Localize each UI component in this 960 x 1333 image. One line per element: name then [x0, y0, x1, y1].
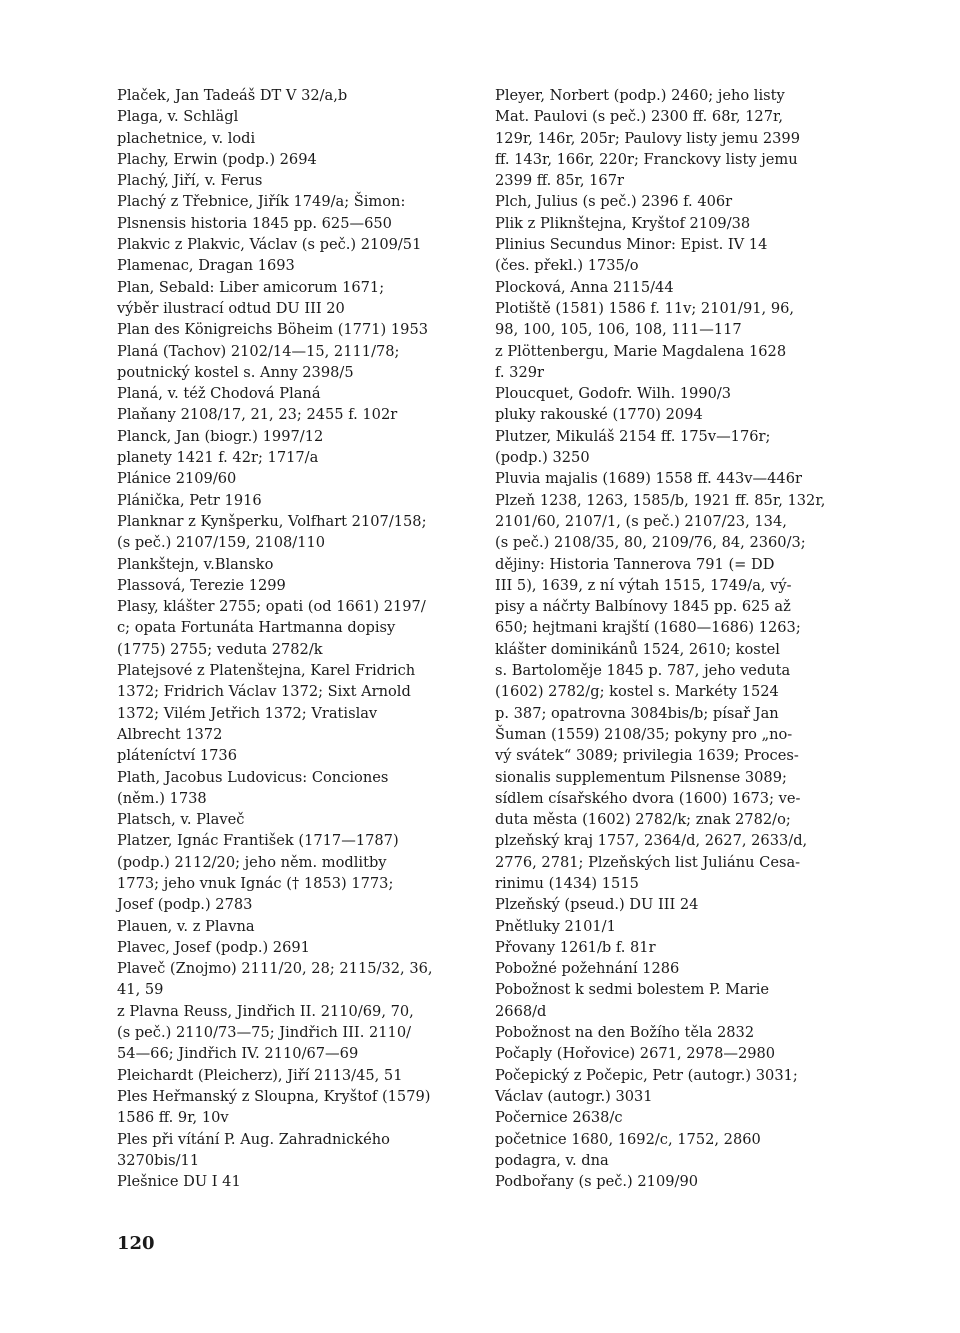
index-entry-line: Planknar z Kynšperku, Volfhart 2107/158; — [117, 512, 427, 530]
index-entry-line: klášter dominikánů 1524, 2610; kostel — [495, 640, 780, 658]
index-entry-line: sionalis supplementum Pilsnense 3089; — [495, 768, 787, 786]
index-entry-line: Počepický z Počepic, Petr (autogr.) 3031; — [495, 1066, 798, 1084]
index-entry-line: Plzeň 1238, 1263, 1585/b, 1921 ff. 85r, 132r, — [495, 491, 826, 509]
index-entry — [117, 128, 473, 149]
index-entry — [117, 404, 473, 425]
index-entry-line: pláteníctví 1736 — [117, 747, 238, 765]
index-entry-line: Václav (autogr.) 3031 — [495, 1087, 653, 1105]
index-entry-line: III 5), 1639, z ní výtah 1515, 1749/a, vý- — [495, 576, 792, 594]
index-entry-line: 98, 100, 105, 106, 108, 111—117 — [495, 321, 742, 339]
index-entry — [117, 937, 473, 958]
index-entry — [117, 1001, 473, 1065]
index-entry — [117, 1171, 473, 1192]
index-entry-line: Plotiště (1581) 1586 f. 11v; 2101/91, 96, — [495, 299, 795, 317]
index-entry-line: Plinius Secundus Minor: Epist. IV 14 — [495, 236, 768, 254]
index-entry-line: Pobožné požehnání 1286 — [495, 960, 680, 978]
index-entry-line: p. 387; opatrovna 3084bis/b; písař Jan — [495, 704, 779, 722]
index-entry — [495, 298, 845, 341]
index-entry — [117, 745, 473, 766]
index-entry-line: Platejsové z Platenštejna, Karel Fridrich — [117, 662, 416, 680]
index-entry — [117, 149, 473, 170]
index-entry — [495, 404, 845, 425]
index-entry-line: (s peč.) 2108/35, 80, 2109/76, 84, 2360/3; — [495, 534, 806, 552]
index-entry — [117, 191, 473, 234]
index-entry-line: Plassová, Terezie 1299 — [117, 576, 286, 594]
index-entry — [117, 319, 473, 340]
index-entry-line: 3270bis/11 — [117, 1151, 200, 1169]
index-entry-line: 2668/d — [495, 1002, 547, 1020]
index-entry — [117, 277, 473, 320]
index-entry — [495, 958, 845, 979]
index-entry — [117, 767, 473, 810]
index-entry-line: (s peč.) 2110/73—75; Jindřich III. 2110/ — [117, 1024, 412, 1042]
index-entry — [495, 191, 845, 212]
index-entry — [495, 341, 845, 384]
index-entry — [117, 170, 473, 191]
index-entry-line: Plakvic z Plakvic, Václav (s peč.) 2109/51 — [117, 236, 422, 254]
index-entry — [117, 383, 473, 404]
index-entry — [117, 511, 473, 554]
index-entry — [495, 1171, 845, 1192]
index-entry-line: pisy a náčrty Balbínovy 1845 pp. 625 až — [495, 598, 791, 616]
index-entry — [117, 660, 473, 745]
index-entry-line: 650; hejtmani krajští (1680—1686) 1263; — [495, 619, 801, 637]
index-entry-line: Plaga, v. Schlägl — [117, 108, 239, 126]
index-entry — [495, 213, 845, 234]
index-entry-line: planety 1421 f. 42r; 1717/a — [117, 449, 319, 467]
index-entry — [495, 1150, 845, 1171]
index-entry — [495, 1043, 845, 1064]
index-entry-line: Přovany 1261/b f. 81r — [495, 938, 656, 956]
index-entry-line: Plauen, v. z Plavna — [117, 917, 255, 935]
index-entry-line: podagra, v. dna — [495, 1151, 609, 1169]
page-number: 120 — [117, 1233, 155, 1254]
index-entry-line: 1586 ff. 9r, 10v — [117, 1109, 229, 1127]
index-entry-line: Plachý, Jiří, v. Ferus — [117, 172, 263, 190]
index-entry-line: Podbořany (s peč.) 2109/90 — [495, 1173, 699, 1191]
index-entry-line: Plasy, klášter 2755; opati (od 1661) 2197/ — [117, 598, 426, 616]
index-entry-line: sídlem císařského dvora (1600) 1673; ve- — [495, 789, 801, 807]
index-entry — [117, 426, 473, 447]
index-entry — [117, 575, 473, 596]
index-entry — [495, 937, 845, 958]
index-entry-line: vý svátek“ 3089; privilegia 1639; Proces- — [495, 747, 799, 765]
index-entry-line: (s peč.) 2107/159, 2108/110 — [117, 534, 326, 552]
index-entry-line: Plánička, Petr 1916 — [117, 491, 262, 509]
index-entry-line: poutnický kostel s. Anny 2398/5 — [117, 363, 354, 381]
index-entry-line: Ples při vítání P. Aug. Zahradnického — [117, 1130, 390, 1148]
index-entry-line: Plan des Königreichs Böheim (1771) 1953 — [117, 321, 429, 339]
index-entry-line: (podp.) 2112/20; jeho něm. modlitby — [117, 853, 387, 871]
index-entry-line: Ples Heřmanský z Sloupna, Kryštof (1579) — [117, 1087, 431, 1105]
index-entry — [117, 106, 473, 127]
index-entry-line: s. Bartoloměje 1845 p. 787, jeho veduta — [495, 662, 791, 680]
index-entry-line: (1775) 2755; veduta 2782/k — [117, 640, 323, 658]
index-entry-line: Plik z Pliknštejna, Kryštof 2109/38 — [495, 214, 751, 232]
index-entry — [117, 916, 473, 937]
index-entry-line: Platzer, Ignác František (1717—1787) — [117, 832, 399, 850]
index-entry — [117, 468, 473, 489]
index-entry-line: 1372; Fridrich Václav 1372; Sixt Arnold — [117, 683, 411, 701]
index-entry-line: Plamenac, Dragan 1693 — [117, 257, 295, 275]
index-entry-line: Plešnice DU I 41 — [117, 1173, 241, 1191]
index-entry — [117, 255, 473, 276]
index-entry-line: Planá, v. též Chodová Planá — [117, 385, 321, 403]
index-entry-line: Plan, Sebald: Liber amicorum 1671; — [117, 278, 385, 296]
index-entry-line: (1602) 2782/g; kostel s. Markéty 1524 — [495, 683, 779, 701]
index-entry — [117, 958, 473, 1001]
index-entry — [117, 1086, 473, 1129]
index-entry-line: (čes. překl.) 1735/o — [495, 257, 639, 275]
index-entry-line: 41, 59 — [117, 981, 164, 999]
index-entry-line: Pobožnost na den Božího těla 2832 — [495, 1024, 755, 1042]
index-entry-line: Plsnensis historia 1845 pp. 625—650 — [117, 214, 392, 232]
index-entry — [495, 916, 845, 937]
index-entry — [495, 1065, 845, 1108]
index-entry-line: z Plavna Reuss, Jindřich II. 2110/69, 70, — [117, 1002, 414, 1020]
index-entry-line: 1773; jeho vnuk Ignác († 1853) 1773; — [117, 874, 394, 892]
index-entry — [117, 830, 473, 915]
index-entry — [117, 1065, 473, 1086]
index-entry-line: Pleyer, Norbert (podp.) 2460; jeho listy — [495, 87, 785, 104]
index-entry-line: Plánice 2109/60 — [117, 470, 237, 488]
index-entry-line: Planck, Jan (biogr.) 1997/12 — [117, 427, 324, 445]
index-entry-line: Plutzer, Mikuláš 2154 ff. 175v—176r; — [495, 427, 771, 445]
index-entry-line: z Plöttenbergu, Marie Magdalena 1628 — [495, 342, 787, 360]
index-entry — [117, 234, 473, 255]
index-entry — [495, 1022, 845, 1043]
index-entry-line: Plachy, Erwin (podp.) 2694 — [117, 150, 317, 168]
index-entry — [117, 490, 473, 511]
index-entry-line: pluky rakouské (1770) 2094 — [495, 406, 703, 424]
index-entry-line: Planá (Tachov) 2102/14—15, 2111/78; — [117, 342, 400, 360]
index-entry-line: 2101/60, 2107/1, (s peč.) 2107/23, 134, — [495, 512, 787, 530]
index-entry-line: 54—66; Jindřich IV. 2110/67—69 — [117, 1045, 359, 1063]
index-entry-line: Plath, Jacobus Ludovicus: Conciones — [117, 768, 389, 786]
index-column-right — [495, 85, 845, 1192]
index-entry-line: Počaply (Hořovice) 2671, 2978—2980 — [495, 1045, 776, 1063]
index-entry-line: výběr ilustrací odtud DU III 20 — [117, 299, 345, 317]
index-entry-line: 129r, 146r, 205r; Paulovy listy jemu 2399 — [495, 129, 800, 147]
index-entry-line: duta města (1602) 2782/k; znak 2782/o; — [495, 811, 791, 829]
index-entry — [117, 85, 473, 106]
index-entry — [495, 85, 845, 191]
index-entry-line: Pleichardt (Pleicherz), Jiří 2113/45, 51 — [117, 1066, 403, 1084]
index-entry — [117, 341, 473, 384]
index-entry-line: Plaveč (Znojmo) 2111/20, 28; 2115/32, 36, — [117, 960, 433, 978]
index-entry — [495, 277, 845, 298]
index-entry-line: Šuman (1559) 2108/35; pokyny pro „no- — [495, 725, 793, 743]
index-entry-line: Plachý z Třebnice, Jiřík 1749/a; Šimon: — [117, 193, 406, 211]
index-entry-line: Josef (podp.) 2783 — [117, 896, 253, 914]
index-entry — [495, 979, 845, 1022]
index-column-left — [117, 85, 473, 1192]
index-entry-line: Plaček, Jan Tadeáš DT V 32/a,b — [117, 87, 348, 104]
index-entry-line: početnice 1680, 1692/c, 1752, 2860 — [495, 1130, 761, 1148]
index-entry — [495, 426, 845, 469]
index-entry-line: Pnětluky 2101/1 — [495, 917, 616, 935]
index-entry-line: plzeňský kraj 1757, 2364/d, 2627, 2633/d, — [495, 832, 808, 850]
index-entry-line: (něm.) 1738 — [117, 789, 207, 807]
index-entry-line: 2776, 2781; Plzeňských list Juliánu Cesa- — [495, 853, 801, 871]
index-entry — [495, 490, 845, 895]
index-entry-line: Plzeňský (pseud.) DU III 24 — [495, 896, 699, 914]
index-entry-line: (podp.) 3250 — [495, 449, 590, 467]
index-entry — [117, 447, 473, 468]
index-entry-line: 1372; Vilém Jetřich 1372; Vratislav — [117, 704, 378, 722]
index-entry — [495, 468, 845, 489]
index-entry-line: dějiny: Historia Tannerova 791 (= DD — [495, 555, 775, 573]
index-entry-line: Ploucquet, Godofr. Wilh. 1990/3 — [495, 385, 732, 403]
index-entry-line: 2399 ff. 85r, 167r — [495, 172, 624, 190]
index-entry — [495, 234, 845, 277]
index-entry — [117, 809, 473, 830]
index-entry-line: Plavec, Josef (podp.) 2691 — [117, 938, 310, 956]
index-entry-line: Albrecht 1372 — [117, 725, 223, 743]
index-entry-line: rinimu (1434) 1515 — [495, 874, 639, 892]
index-entry-line: Plaňany 2108/17, 21, 23; 2455 f. 102r — [117, 406, 398, 424]
index-entry — [495, 1129, 845, 1150]
index-entry — [117, 596, 473, 660]
index-entry — [117, 1129, 473, 1172]
index-entry-line: Pobožnost k sedmi bolestem P. Marie — [495, 981, 770, 999]
index-entry-line: plachetnice, v. lodi — [117, 129, 256, 147]
index-entry-line: Počernice 2638/c — [495, 1109, 623, 1127]
index-entry — [117, 554, 473, 575]
index-entry — [495, 894, 845, 915]
index-entry-line: Pluvia majalis (1689) 1558 ff. 443v—446r — [495, 470, 802, 488]
index-entry — [495, 1107, 845, 1128]
index-entry-line: Plankštejn, v.Blansko — [117, 555, 274, 573]
index-entry-line: c; opata Fortunáta Hartmanna dopisy — [117, 619, 396, 637]
index-entry-line: Mat. Paulovi (s peč.) 2300 ff. 68r, 127r, — [495, 108, 783, 126]
index-entry-line: Plocková, Anna 2115/44 — [495, 278, 674, 296]
index-entry-line: Plch, Julius (s peč.) 2396 f. 406r — [495, 193, 733, 211]
index-entry-line: ff. 143r, 166r, 220r; Franckovy listy jemu — [495, 150, 798, 168]
index-entry — [495, 383, 845, 404]
index-entry-line: Platsch, v. Plaveč — [117, 811, 245, 829]
index-entry-line: f. 329r — [495, 363, 544, 381]
